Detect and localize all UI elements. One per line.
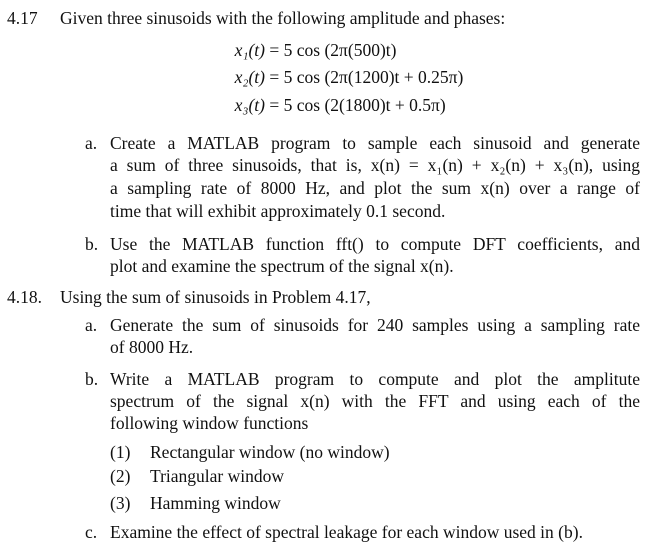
- item-a-line: Generate the sum of sinusoids for 240 samples using a sampling rate: [110, 315, 640, 335]
- item-b-line: following window functions: [110, 413, 309, 433]
- item-b-line: spectrum of the signal x(n) with the FFT and using each of the: [110, 391, 640, 411]
- window-hamming: Hamming window: [150, 493, 281, 513]
- problem-intro: Using the sum of sinusoids in Problem 4.17,: [60, 287, 371, 307]
- equation-x2: [170, 67, 463, 87]
- problem-intro: Given three sinusoids with the following amplitude and phases:: [60, 8, 506, 28]
- item-label-c: c.: [85, 522, 98, 542]
- equation-lhs: x₂(t): [234, 67, 265, 87]
- equation-x1: [170, 40, 396, 60]
- item-a-line: time that will exhibit approximately 0.1 second.: [110, 201, 446, 221]
- window-label-1: (1): [110, 442, 131, 462]
- equation-rhs: = 5 cos (2π(1200)t + 0.25π): [269, 67, 464, 87]
- item-a-line: Create a MATLAB program to sample each sinusoid and generate: [110, 133, 640, 153]
- equation-lhs: x₁(t): [234, 40, 265, 60]
- item-a-line: of 8000 Hz.: [110, 337, 194, 357]
- window-triangular: Triangular window: [150, 466, 285, 486]
- item-b-line: plot and examine the spectrum of the signal x(n).: [110, 256, 454, 276]
- problem-number-4-18: 4.18.: [7, 287, 42, 307]
- item-label-a: a.: [85, 133, 98, 153]
- item-label-a: a.: [85, 315, 98, 335]
- item-b-line: Use the MATLAB function fft() to compute DFT coefficients, and: [110, 234, 640, 254]
- equation-rhs: = 5 cos (2(1800)t + 0.5π): [269, 95, 446, 115]
- problem-number-4-17: 4.17: [7, 8, 38, 28]
- window-label-2: (2): [110, 466, 131, 486]
- item-a-line: a sampling rate of 8000 Hz, and plot the sum x(n) over a range of: [110, 178, 640, 198]
- item-a-line: a sum of three sinusoids, that is, x(n) = x₁(n) + x₂(n) + x₃(n), using: [110, 155, 640, 175]
- window-rectangular: Rectangular window (no window): [150, 442, 390, 462]
- equation-x3: [170, 95, 446, 115]
- item-label-b: b.: [85, 234, 99, 254]
- item-c-line: Examine the effect of spectral leakage for each window used in (b).: [110, 522, 583, 542]
- equation-rhs: = 5 cos (2π(500)t): [269, 40, 397, 60]
- item-b-line: Write a MATLAB program to compute and plot the amplitute: [110, 369, 640, 389]
- window-label-3: (3): [110, 493, 131, 513]
- equation-lhs: x₃(t): [234, 95, 265, 115]
- item-label-b: b.: [85, 369, 99, 389]
